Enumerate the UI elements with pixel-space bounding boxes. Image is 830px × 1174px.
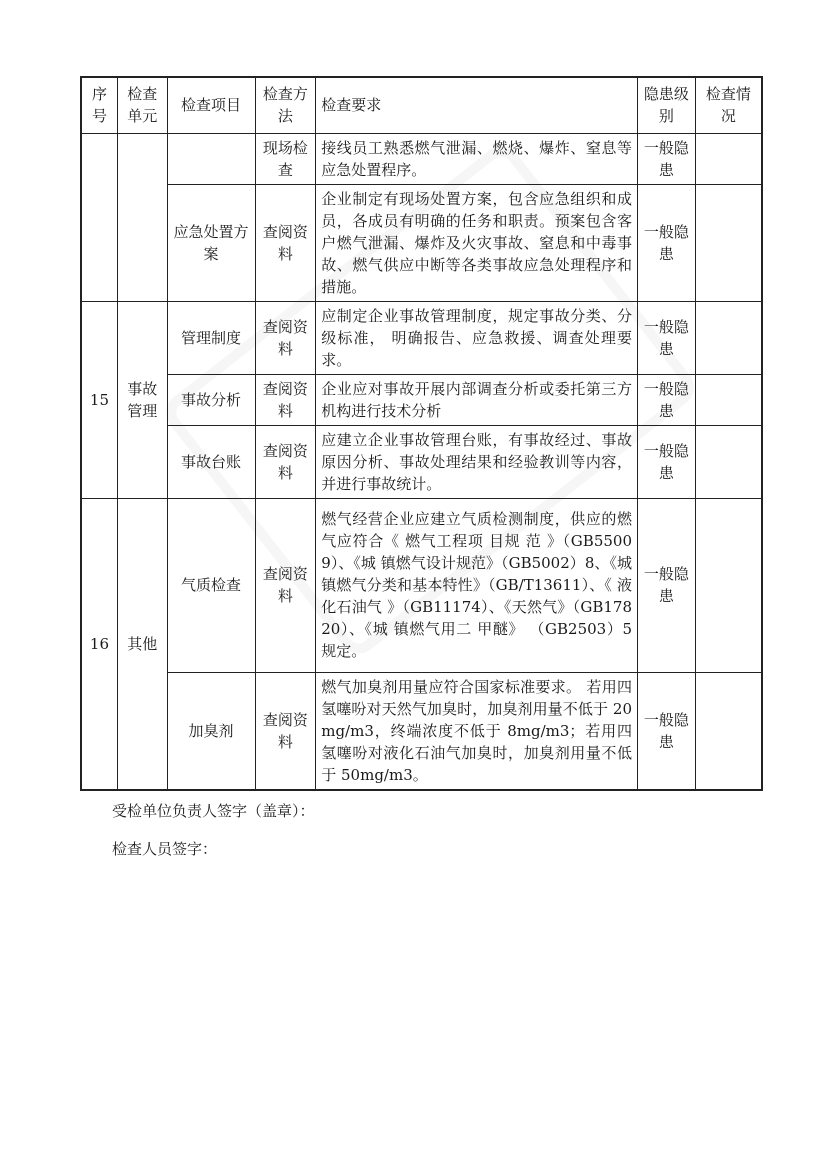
level-cell: 一般隐患 bbox=[638, 374, 696, 425]
method-cell: 查阅资料 bbox=[255, 374, 316, 425]
header-seq: 序号 bbox=[81, 77, 117, 133]
table-row bbox=[81, 498, 762, 672]
seq-cell: 15 bbox=[81, 301, 117, 498]
method-cell: 查阅资料 bbox=[255, 672, 316, 790]
seq-cell-continued bbox=[81, 133, 117, 301]
level-cell: 一般隐患 bbox=[638, 184, 696, 301]
level-cell: 一般隐患 bbox=[638, 301, 696, 374]
item-cell: 事故台账 bbox=[167, 425, 255, 498]
item-cell: 气质检查 bbox=[167, 498, 255, 672]
table-row bbox=[81, 425, 762, 498]
requirement-cell: 燃气经营企业应建立气质检测制度，供应的燃气应符合《 燃气工程项 目规 范 》（GB55009）、《城 镇燃气设计规范》（GB5002）8、《城镇燃气分类和基本特性》（GB/T13611）、《 液化石油气 》（GB11174）、《天然气》（GB17820）、《城 镇燃气用二 甲醚》 （GB2503）5 规定。 bbox=[316, 498, 638, 672]
method-cell: 现场检查 bbox=[255, 133, 316, 184]
level-cell: 一般隐患 bbox=[638, 498, 696, 672]
table-row bbox=[81, 184, 762, 301]
table-header-row bbox=[81, 77, 762, 133]
table-row bbox=[81, 133, 762, 184]
status-cell[interactable] bbox=[695, 184, 762, 301]
item-cell: 管理制度 bbox=[167, 301, 255, 374]
level-cell: 一般隐患 bbox=[638, 425, 696, 498]
method-cell: 查阅资料 bbox=[255, 498, 316, 672]
header-method: 检查方法 bbox=[255, 77, 316, 133]
status-cell[interactable] bbox=[695, 498, 762, 672]
method-cell: 查阅资料 bbox=[255, 184, 316, 301]
inspector-signature-line: 检查人员签字： bbox=[112, 840, 218, 858]
level-cell: 一般隐患 bbox=[638, 672, 696, 790]
header-requirement: 检查要求 bbox=[316, 77, 638, 133]
inspection-table bbox=[80, 76, 763, 791]
status-cell[interactable] bbox=[695, 425, 762, 498]
requirement-cell: 应建立企业事故管理台账，有事故经过、事故原因分析、事故处理结果和经验教训等内容，并进行事故统计。 bbox=[316, 425, 638, 498]
item-cell bbox=[167, 133, 255, 184]
item-cell: 加臭剂 bbox=[167, 672, 255, 790]
table-row bbox=[81, 374, 762, 425]
unit-cell: 事故管理 bbox=[117, 301, 167, 498]
header-level: 隐患级别 bbox=[638, 77, 696, 133]
item-cell: 应急处置方案 bbox=[167, 184, 255, 301]
seq-cell: 16 bbox=[81, 498, 117, 790]
requirement-cell: 企业应对事故开展内部调查分析或委托第三方机构进行技术分析 bbox=[316, 374, 638, 425]
requirement-cell: 燃气加臭剂用量应符合国家标准要求。 若用四氢噻吩对天然气加臭时，加臭剂用量不低于 20mg/m3，终端浓度不低于 8mg/m3；若用四氢噻吩对液化石油气加臭时，加臭剂用量不低于 50mg/m3。 bbox=[316, 672, 638, 790]
status-cell[interactable] bbox=[695, 301, 762, 374]
unit-cell-continued bbox=[117, 133, 167, 301]
status-cell[interactable] bbox=[695, 672, 762, 790]
status-cell[interactable] bbox=[695, 133, 762, 184]
item-cell: 事故分析 bbox=[167, 374, 255, 425]
header-unit: 检查单元 bbox=[117, 77, 167, 133]
header-status: 检查情况 bbox=[695, 77, 762, 133]
table-row bbox=[81, 672, 762, 790]
method-cell: 查阅资料 bbox=[255, 425, 316, 498]
method-cell: 查阅资料 bbox=[255, 301, 316, 374]
requirement-cell: 企业制定有现场处置方案，包含应急组织和成员，各成员有明确的任务和职责。预案包含客户燃气泄漏、爆炸及火灾事故、窒息和中毒事故、燃气供应中断等各类事故应急处理程序和措施。 bbox=[316, 184, 638, 301]
level-cell: 一般隐患 bbox=[638, 133, 696, 184]
requirement-cell: 应制定企业事故管理制度，规定事故分类、分级标准， 明确报告、应急救援、调查处理要求。 bbox=[316, 301, 638, 374]
unit-signature-line: 受检单位负责人签字（盖章）： bbox=[112, 802, 315, 820]
header-item: 检查项目 bbox=[167, 77, 255, 133]
unit-cell: 其他 bbox=[117, 498, 167, 790]
status-cell[interactable] bbox=[695, 374, 762, 425]
table-row bbox=[81, 301, 762, 374]
requirement-cell: 接线员工熟悉燃气泄漏、燃烧、爆炸、窒息等应急处置程序。 bbox=[316, 133, 638, 184]
